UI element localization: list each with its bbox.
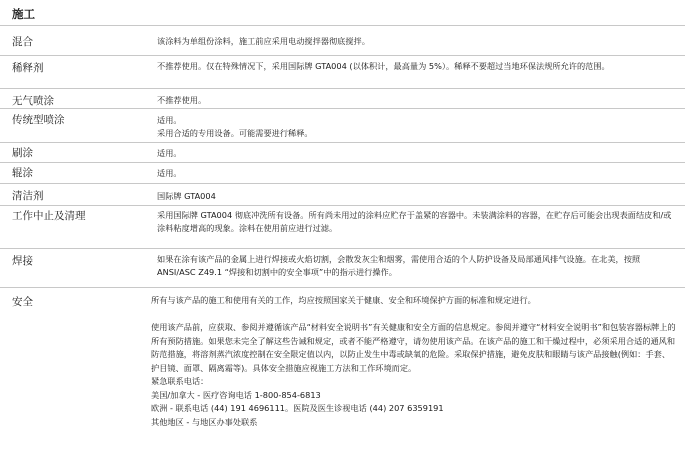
divider xyxy=(0,25,685,26)
divider xyxy=(0,248,685,249)
value-mixing xyxy=(157,35,677,48)
text-contact-other: 其他地区 - 与地区办事处联系 xyxy=(151,416,258,427)
text-contact-us: 美国/加拿大 - 医疗咨询电话 1-800-854-6813 xyxy=(151,389,321,400)
text-mixing: 该涂料为单组份涂料，施工前应采用电动搅拌器彻底搅拌。 xyxy=(157,36,370,46)
value-brush xyxy=(157,147,677,160)
label-welding: 焊接 xyxy=(12,255,33,267)
text-cleaner: 国际牌 GTA004 xyxy=(157,191,216,201)
text-airless: 不推荐使用。 xyxy=(157,95,207,105)
divider xyxy=(0,55,685,56)
label-airless: 无气喷涂 xyxy=(12,95,54,107)
value-welding xyxy=(157,253,677,279)
value-conventional xyxy=(157,114,677,140)
divider xyxy=(0,162,685,163)
value-cleaner xyxy=(157,190,677,203)
text-conventional-2: 采用合适的专用设备。可能需要进行稀释。 xyxy=(157,128,313,138)
label-safety: 安全 xyxy=(12,296,33,308)
divider xyxy=(0,205,685,206)
text-work-stop: 采用国际牌 GTA004 彻底冲洗所有设备。所有尚未用过的涂料应贮存于盖紧的容器中。未装满涂料的容器，在贮存后可能会出现表面结皮和/或涂料粘度增高的现象。涂料在使用前应进行过滤。 xyxy=(157,210,672,233)
value-airless xyxy=(157,94,677,107)
text-contact-eu: 欧洲 - 联系电话 (44) 191 4696111。医院及医生诊视电话 (44) 207 6359191 xyxy=(151,403,444,413)
text-roller: 适用。 xyxy=(157,168,182,178)
label-thinner: 稀释剂 xyxy=(12,62,44,74)
section-title: 施工 xyxy=(12,7,35,21)
divider xyxy=(0,183,685,184)
label-roller: 辊涂 xyxy=(12,167,33,179)
value-safety-detail xyxy=(151,321,676,429)
label-work-stop: 工作中止及清理 xyxy=(12,210,86,222)
text-contact-title: 紧急联系电话： xyxy=(151,376,209,386)
text-conventional-1: 适用。 xyxy=(157,115,182,125)
text-welding: 如果在涂有该产品的金属上进行焊接或火焰切割，会散发灰尘和烟雾，需使用合适的个人防护设备及局部通风排气设施。在北美，按照 ANSI/ASC Z49.1 “焊接和切割中的安全事项”中的指示进行操作。 xyxy=(157,254,641,277)
value-safety-main: 所有与该产品的施工和使用有关的工作，均应按照国家关于健康、安全和环境保护方面的标准和规定进行。 xyxy=(151,295,536,305)
divider xyxy=(0,88,685,89)
label-brush: 刷涂 xyxy=(12,147,33,159)
divider xyxy=(0,287,685,288)
value-roller xyxy=(157,167,677,180)
text-safety-detail: 使用该产品前，应获取、参阅并遵循该产品“材料安全说明书”有关健康和安全方面的信息规定。参阅并遵守“材料安全说明书”和包装容器标牌上的所有预防措施。如果您未完全了解这些告诫和规定，或者不能严格遵守，请勿使用该产品。在该产品的施工和干燥过程中，必须采用合适的通风和防范措施，将溶剂蒸汽浓度控制在安全限定值以内，以防止发生中毒或缺氧的危险。采取保护措施，避免皮肤和眼睛与该产品接触(例如：手套、护目镜、面罩、隔离霜等)。具体安全措施应视施工方法和工作环境而定。 xyxy=(151,322,676,373)
divider xyxy=(0,108,685,109)
divider xyxy=(0,142,685,143)
value-work-stop xyxy=(157,209,677,235)
label-conventional: 传统型喷涂 xyxy=(12,114,65,126)
label-mixing: 混合 xyxy=(12,36,33,48)
value-thinner xyxy=(157,60,677,73)
label-cleaner: 清洁剂 xyxy=(12,190,44,202)
text-brush: 适用。 xyxy=(157,148,182,158)
text-thinner: 不推荐使用。仅在特殊情况下，采用国际牌 GTA004 (以体积计，最高量为 5%）。稀释不要超过当地环保法规所允许的范围。 xyxy=(157,61,610,71)
